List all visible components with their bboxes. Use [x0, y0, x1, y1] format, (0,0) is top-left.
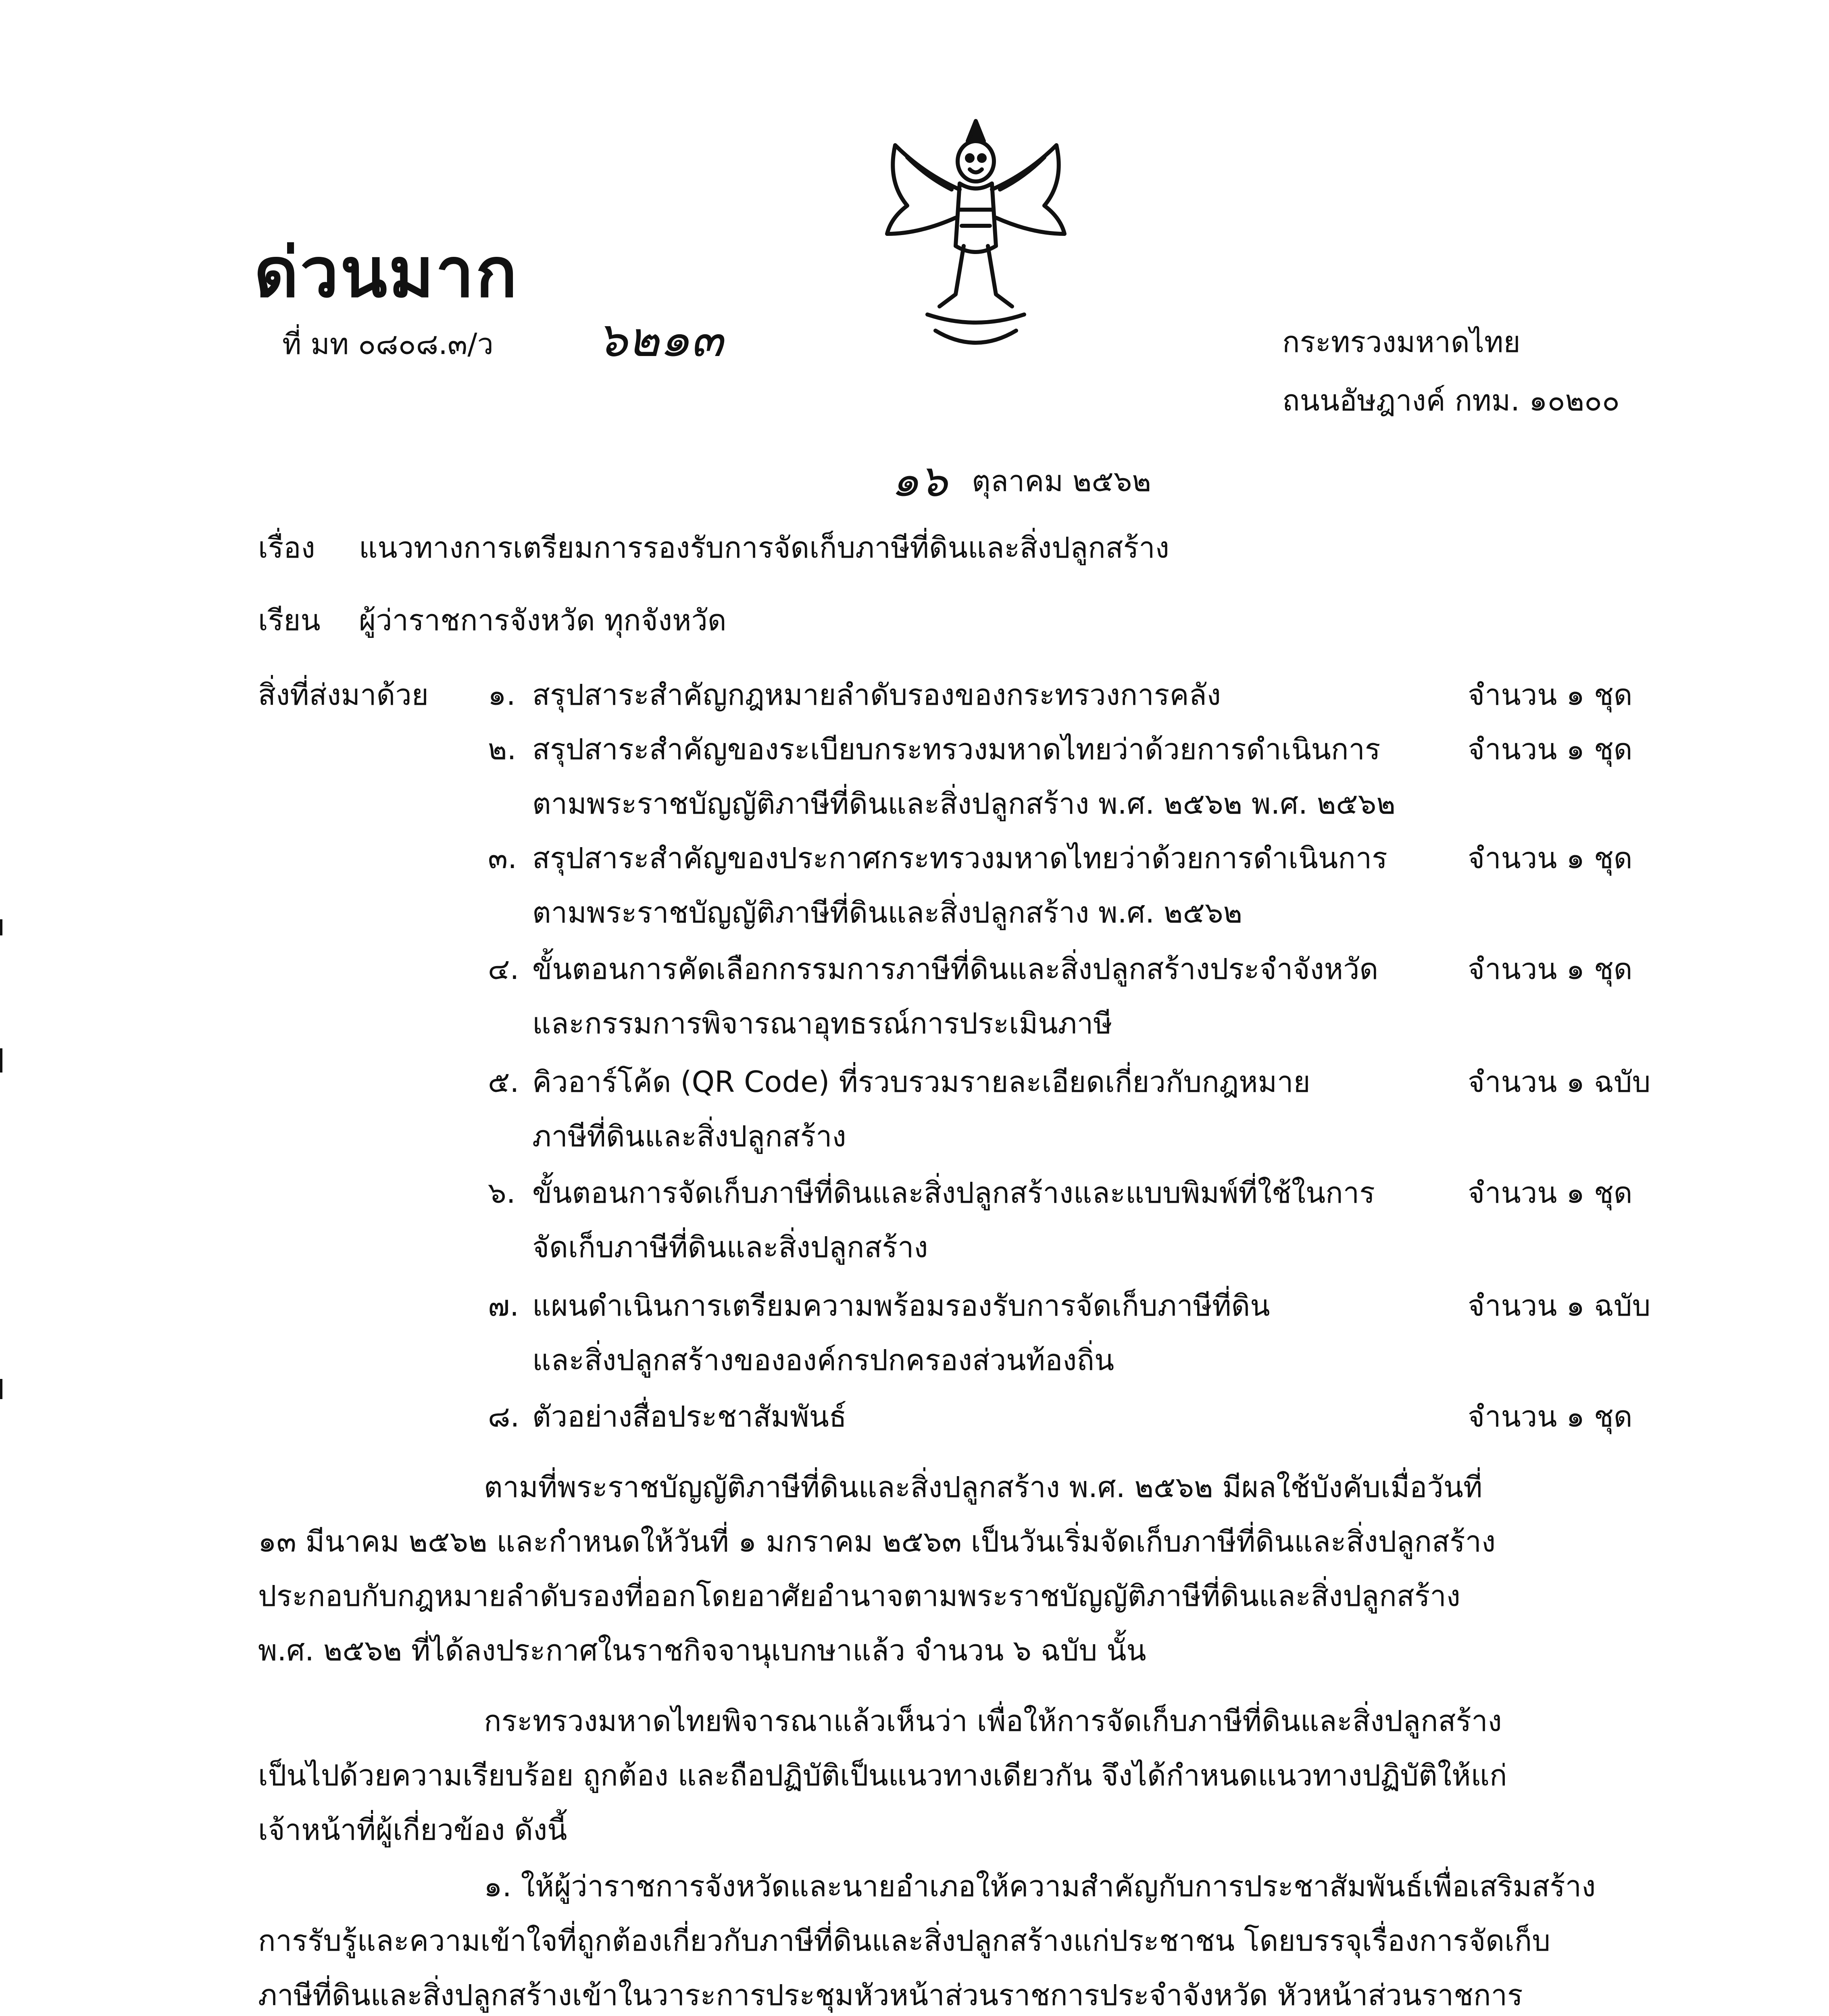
enclosure-count: จำนวน ๑ ฉบับ: [1468, 1289, 1651, 1322]
enclosure-text: ตามพระราชบัญญัติภาษีที่ดินและสิ่งปลูกสร้าง พ.ศ. ๒๕๖๒: [532, 896, 1243, 929]
enclosure-number: ๔.: [488, 952, 519, 986]
enclosure-text: สรุปสาระสำคัญของประกาศกระทรวงมหาดไทยว่าด้วยการดำเนินการ: [532, 841, 1387, 875]
body-paragraph-line: ๑. ให้ผู้ว่าราชการจังหวัดและนายอำเภอให้ความสำคัญกับการประชาสัมพันธ์เพื่อเสริมสร้าง: [484, 1869, 1596, 1903]
garuda-emblem-icon: [863, 113, 1089, 363]
enclosure-text: และสิ่งปลูกสร้างขององค์กรปกครองส่วนท้องถิ่น: [532, 1343, 1114, 1377]
date-month-year: ตุลาคม ๒๕๖๒: [972, 464, 1151, 498]
body-paragraph-line: ภาษีที่ดินและสิ่งปลูกสร้างเข้าในวาระการประชุมหัวหน้าส่วนราชการประจำจังหวัด หัวหน้าส่วนราชการ: [258, 1978, 1523, 2012]
body-paragraph-line: ตามที่พระราชบัญญัติภาษีที่ดินและสิ่งปลูกสร้าง พ.ศ. ๒๕๖๒ มีผลใช้บังคับเมื่อวันที่: [484, 1470, 1483, 1504]
enclosure-text: ขั้นตอนการคัดเลือกกรรมการภาษีที่ดินและสิ่งปลูกสร้างประจำจังหวัด: [532, 952, 1379, 986]
ministry-name: กระทรวงมหาดไทย: [1282, 325, 1521, 359]
enclosure-text: และกรรมการพิจารณาอุทธรณ์การประเมินภาษี: [532, 1006, 1112, 1040]
enclosure-count: จำนวน ๑ ฉบับ: [1468, 1065, 1651, 1099]
scan-edge-mark: [0, 1379, 2, 1399]
enclosures-label: สิ่งที่ส่งมาด้วย: [258, 678, 429, 712]
ministry-address: ถนนอัษฎางค์ กทม. ๑๐๒๐๐: [1282, 383, 1620, 417]
enclosure-text: สรุปสาระสำคัญของระเบียบกระทรวงมหาดไทยว่าด้วยการดำเนินการ: [532, 732, 1381, 766]
enclosure-count: จำนวน ๑ ชุด: [1468, 1400, 1633, 1433]
body-paragraph-line: ๑๓ มีนาคม ๒๕๖๒ และกำหนดให้วันที่ ๑ มกราคม ๒๕๖๓ เป็นวันเริ่มจัดเก็บภาษีที่ดินและสิ่งปลูกสร้าง: [258, 1524, 1496, 1558]
reference-number: ที่ มท ๐๘๐๘.๓/ว: [282, 327, 494, 361]
body-paragraph-line: การรับรู้และความเข้าใจที่ถูกต้องเกี่ยวกับภาษีที่ดินและสิ่งปลูกสร้างแก่ประชาชน โดยบรรจุเรื่องการจัดเก็บ: [258, 1924, 1551, 1958]
enclosure-number: ๗.: [488, 1289, 519, 1322]
enclosure-text: ภาษีที่ดินและสิ่งปลูกสร้าง: [532, 1119, 846, 1153]
enclosure-text: สรุปสาระสำคัญกฎหมายลำดับรองของกระทรวงการคลัง: [532, 678, 1221, 712]
body-paragraph-line: กระทรวงมหาดไทยพิจารณาแล้วเห็นว่า เพื่อให้การจัดเก็บภาษีที่ดินและสิ่งปลูกสร้าง: [484, 1704, 1502, 1738]
enclosure-count: จำนวน ๑ ชุด: [1468, 678, 1633, 712]
enclosure-text: แผนดำเนินการเตรียมความพร้อมรองรับการจัดเก็บภาษีที่ดิน: [532, 1289, 1270, 1322]
body-paragraph-line: ประกอบกับกฎหมายลำดับรองที่ออกโดยอาศัยอำนาจตามพระราชบัญญัติภาษีที่ดินและสิ่งปลูกสร้าง: [258, 1579, 1460, 1613]
enclosure-text: ตามพระราชบัญญัติภาษีที่ดินและสิ่งปลูกสร้าง พ.ศ. ๒๕๖๒ พ.ศ. ๒๕๖๒: [532, 787, 1396, 821]
enclosure-count: จำนวน ๑ ชุด: [1468, 952, 1633, 986]
recipient-label: เรียน: [258, 603, 321, 637]
enclosure-text: ตัวอย่างสื่อประชาสัมพันธ์: [532, 1400, 847, 1433]
body-paragraph-line: เป็นไปด้วยความเรียบร้อย ถูกต้อง และถือปฏิบัติเป็นแนวทางเดียวกัน จึงได้กำหนดแนวทางปฏิบัติให้แก่: [258, 1758, 1507, 1792]
urgency-stamp: ด่วนมาก: [254, 233, 519, 313]
enclosure-count: จำนวน ๑ ชุด: [1468, 1176, 1633, 1210]
enclosure-text: คิวอาร์โค้ด (QR Code) ที่รวบรวมรายละเอียดเกี่ยวกับกฎหมาย: [532, 1065, 1310, 1099]
enclosure-count: จำนวน ๑ ชุด: [1468, 732, 1633, 766]
subject-text: แนวทางการเตรียมการรองรับการจัดเก็บภาษีที่ดินและสิ่งปลูกสร้าง: [359, 531, 1169, 564]
subject-label: เรื่อง: [258, 531, 315, 564]
enclosure-number: ๒.: [488, 732, 517, 766]
date-day-handwritten: ๑๖: [891, 455, 948, 506]
enclosure-number: ๓.: [488, 841, 517, 875]
body-paragraph-line: เจ้าหน้าที่ผู้เกี่ยวข้อง ดังนี้: [258, 1813, 567, 1847]
reference-number-handwritten: ๖๒๑๓: [597, 312, 723, 368]
enclosure-count: จำนวน ๑ ชุด: [1468, 841, 1633, 875]
enclosure-text: จัดเก็บภาษีที่ดินและสิ่งปลูกสร้าง: [532, 1230, 928, 1264]
body-paragraph-line: พ.ศ. ๒๕๖๒ ที่ได้ลงประกาศในราชกิจจานุเบกษาแล้ว จำนวน ๖ ฉบับ นั้น: [258, 1633, 1146, 1667]
scan-edge-mark: [0, 1048, 2, 1073]
enclosure-number: ๕.: [488, 1065, 519, 1099]
enclosure-number: ๑.: [488, 678, 516, 712]
enclosure-text: ขั้นตอนการจัดเก็บภาษีที่ดินและสิ่งปลูกสร้างและแบบพิมพ์ที่ใช้ในการ: [532, 1176, 1375, 1210]
enclosure-number: ๖.: [488, 1176, 516, 1210]
scan-edge-mark: [0, 919, 2, 935]
enclosure-number: ๘.: [488, 1400, 520, 1433]
recipient-text: ผู้ว่าราชการจังหวัด ทุกจังหวัด: [359, 603, 727, 637]
